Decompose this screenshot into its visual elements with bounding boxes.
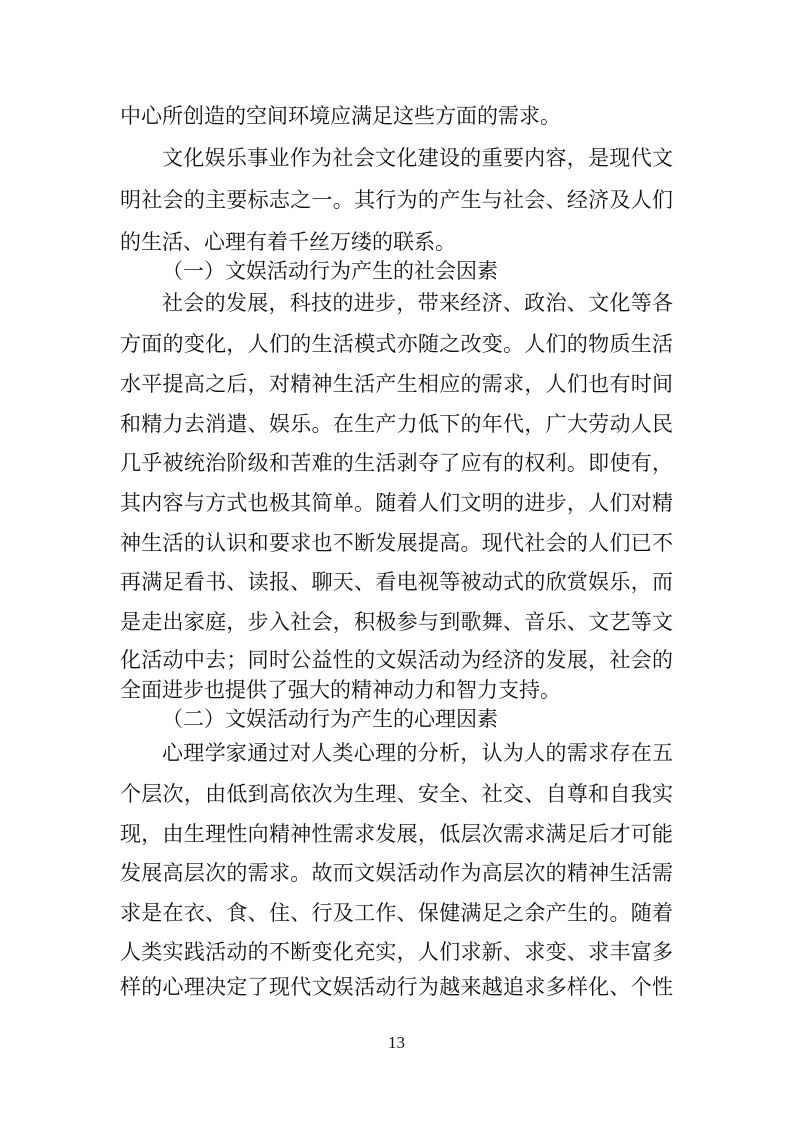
- text-line-24: 样的心理决定了现代文娱活动行为越来越追求多样化、个性: [120, 975, 673, 999]
- text-line-7: 方面的变化，人们的生活模式亦随之改变。人们的物质生活: [120, 332, 673, 356]
- text-line-1: 中心所创造的空间环境应满足这些方面的需求。: [120, 104, 561, 128]
- paragraph-start-line: 心理学家通过对人类心理的分析，认为人的需求存在五: [162, 741, 673, 765]
- text-line-20: 现，由生理性向精神性需求发展，低层次需求满足后才可能: [120, 822, 673, 846]
- text-line-22: 求是在衣、食、住、行及工作、保健满足之余产生的。随着: [120, 901, 673, 925]
- text-line-16: 全面进步也提供了强大的精神动力和智力支持。: [120, 678, 561, 702]
- text-line-14: 是走出家庭，步入社会，积极参与到歌舞、音乐、文艺等文: [120, 610, 673, 634]
- text-line-4: 的生活、心理有着千丝万缕的联系。: [120, 230, 456, 254]
- text-line-12: 神生活的认识和要求也不断发展提高。现代社会的人们已不: [120, 531, 673, 555]
- text-line-8: 水平提高之后，对精神生活产生相应的需求，人们也有时间: [120, 372, 673, 396]
- text-line-11: 其内容与方式也极其简单。随着人们文明的进步，人们对精: [120, 491, 673, 515]
- section-heading-social-factors: （一）文娱活动行为产生的社会因素: [162, 259, 498, 283]
- text-line-15: 化活动中去；同时公益性的文娱活动为经济的发展，社会的: [120, 648, 673, 672]
- text-line-23: 人类实践活动的不断变化充实，人们求新、求变、求丰富多: [120, 940, 673, 964]
- page-number: 13: [388, 1033, 405, 1052]
- section-heading-psychological-factors: （二）文娱活动行为产生的心理因素: [162, 707, 498, 731]
- text-line-3: 明社会的主要标志之一。其行为的产生与社会、经济及人们: [120, 188, 673, 212]
- text-line-19: 个层次，由低到高依次为生理、安全、社交、自尊和自我实: [120, 782, 673, 806]
- text-line-10: 几乎被统治阶级和苦难的生活剥夺了应有的权利。即使有，: [120, 451, 673, 475]
- text-line-13: 再满足看书、读报、聊天、看电视等被动式的欣赏娱乐，而: [120, 570, 673, 594]
- text-line-9: 和精力去消遣、娱乐。在生产力低下的年代，广大劳动人民: [120, 412, 673, 436]
- paragraph-start-line: 社会的发展，科技的进步，带来经济、政治、文化等各: [162, 291, 673, 315]
- text-line-21: 发展高层次的需求。故而文娱活动作为高层次的精神生活需: [120, 861, 673, 885]
- paragraph-start-line: 文化娱乐事业作为社会文化建设的重要内容，是现代文: [162, 146, 673, 170]
